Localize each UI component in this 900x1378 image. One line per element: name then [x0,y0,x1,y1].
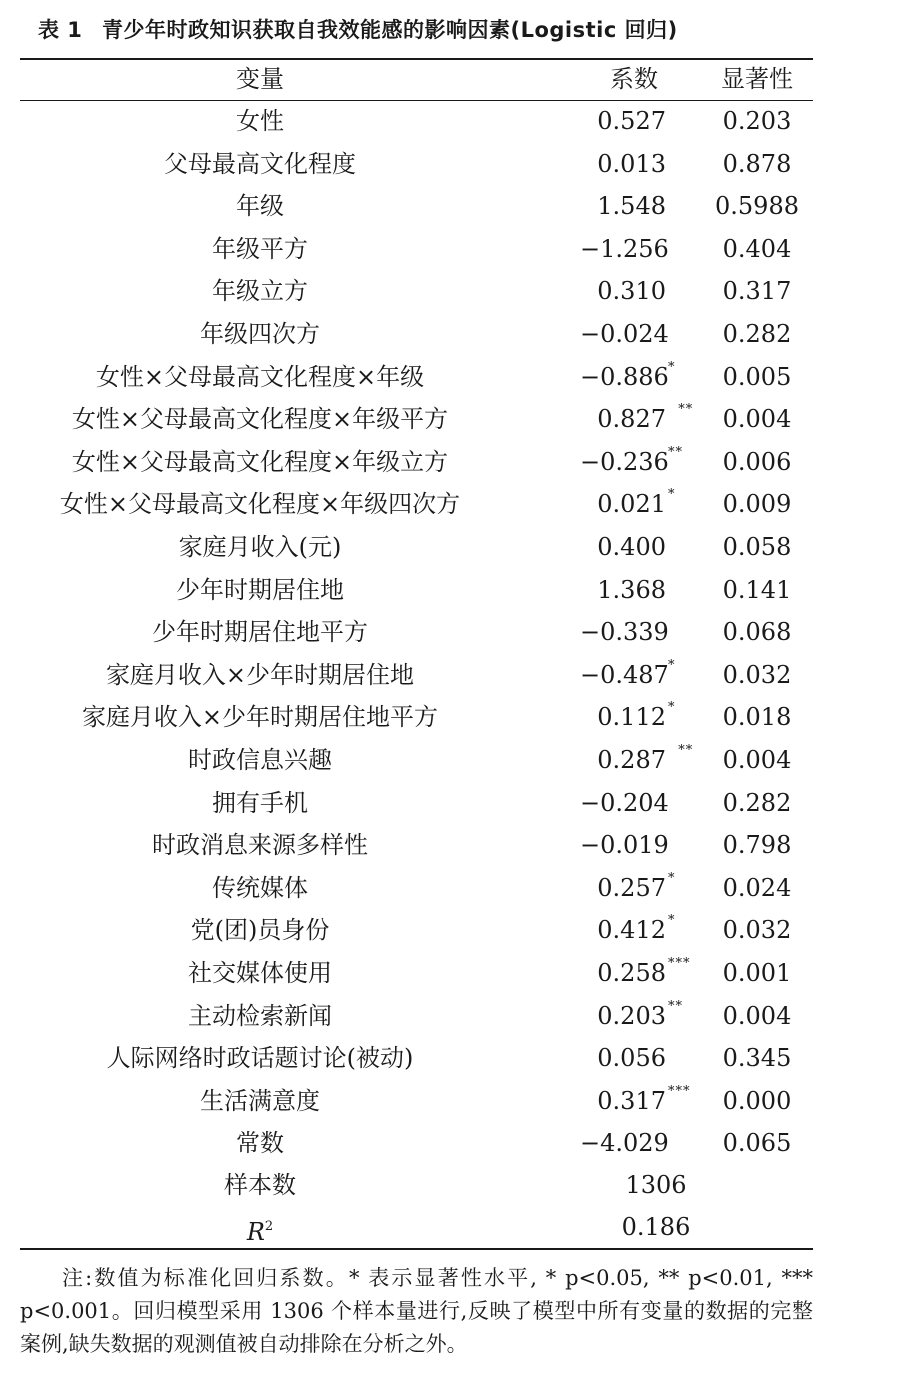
rsq-symbol: R [246,1218,265,1246]
variable-cell: 家庭月收入(元) [178,533,342,561]
sig-cell: 0.004 [722,405,792,434]
sample-row [0,1164,900,1206]
rsq-exponent: 2 [264,1219,274,1234]
significance-stars: ** [668,444,683,460]
variable-cell: 女性×父母最高文化程度×年级平方 [71,405,449,434]
header-sig: 显著性 [721,65,793,93]
variable-cell: 少年时期居住地 [176,575,344,604]
variable-cell: 传统媒体 [212,873,308,902]
sig-cell: 0.006 [722,447,792,476]
coef-cell: 0.310 [597,277,666,306]
rsq-label [20,1206,500,1253]
variable-cell: 家庭月收入×少年时期居住地 [105,660,415,689]
coef-cell: 0.112 [597,703,666,732]
table-row [0,270,900,312]
table-row [0,100,900,142]
coef-cell: 0.317 [597,1086,666,1115]
coef-cell: −0.886 [580,362,669,391]
coef-cell: 0.400 [597,533,666,561]
sig-cell: 0.024 [722,873,792,902]
significance-stars: ** [668,743,694,758]
significance-stars: * [668,913,676,929]
table-row [0,356,900,398]
coef-cell: 1.548 [597,192,666,221]
table-row [0,654,900,696]
sig-cell: 0.203 [722,107,792,135]
table-number: 表 1 [38,18,83,42]
table-row [0,952,900,994]
variable-cell: 年级 [236,192,284,221]
coef-cell: −4.029 [580,1129,669,1158]
coef-cell: 0.013 [597,149,666,178]
sig-cell: 0.282 [722,320,792,348]
significance-stars: *** [668,956,691,971]
sig-cell: 0.000 [722,1086,792,1115]
significance-stars: * [668,657,676,673]
table-row [0,1080,900,1122]
coef-cell: 0.258 [597,959,666,987]
coef-cell: 0.412 [597,916,666,945]
table-row [0,782,900,824]
coef-cell: 0.827 [597,405,666,434]
sig-cell: 0.5988 [715,192,799,221]
coef-cell: 0.527 [597,107,666,135]
variable-cell: 人际网络时政话题讨论(被动) [106,1044,414,1073]
variable-cell: 年级立方 [212,277,308,306]
table-row [0,909,900,951]
note-text: 注:数值为标准化回归系数。* 表示显著性水平, * p<0.05, ** p<0.01, *** p<0.001。回归模型采用 1306 个样本量进行,反映了模型中所有变量的数据的完整案例,缺失数据的观测值被自动排除在分析之外。 [20,1266,813,1356]
table-row [0,867,900,909]
sig-cell: 0.068 [722,618,792,647]
table-row [0,1122,900,1164]
coef-cell: −0.204 [580,788,669,817]
variable-cell: 主动检索新闻 [188,1001,332,1030]
header-variable: 变量 [236,65,284,93]
significance-stars: *** [668,1083,691,1099]
sig-cell: 0.065 [722,1129,792,1158]
variable-cell: 时政信息兴趣 [188,746,332,774]
variable-cell: 少年时期居住地平方 [152,618,368,647]
sig-cell: 0.141 [722,575,792,604]
table-row [0,143,900,185]
coef-cell: −0.024 [580,320,669,348]
sig-cell: 0.345 [722,1044,792,1073]
sig-cell: 0.005 [722,362,792,391]
sig-cell: 0.282 [722,788,792,817]
table-row [0,185,900,227]
significance-stars: ** [668,402,694,418]
sample-value: 1306 [625,1171,687,1199]
coef-cell: −0.236 [580,447,669,476]
table-caption [38,14,888,44]
coef-cell: −1.256 [580,234,669,263]
variable-cell: 社交媒体使用 [188,959,332,987]
sig-cell: 0.032 [722,916,792,945]
sig-cell: 0.058 [722,533,792,561]
coef-cell: 0.287 [597,746,666,774]
sig-cell: 0.009 [722,490,792,519]
table-row [0,739,900,781]
table-row [0,228,900,270]
table-row [0,1037,900,1079]
table-row [0,824,900,866]
sig-cell: 0.878 [722,149,792,178]
significance-stars: * [668,700,676,716]
coef-cell: 0.203 [597,1001,666,1030]
variable-cell: 年级平方 [212,234,308,263]
variable-cell: 年级四次方 [200,320,320,348]
sig-cell: 0.004 [722,746,792,774]
header-coef: 系数 [610,65,658,93]
table-row [0,526,900,568]
table-row [0,569,900,611]
variable-cell: 拥有手机 [212,788,308,817]
table-note [20,1262,813,1361]
coef-cell: −0.019 [580,831,669,860]
variable-cell: 家庭月收入×少年时期居住地平方 [81,703,439,732]
coef-cell: 0.257 [597,873,666,902]
significance-stars: * [668,487,676,503]
significance-stars: * [668,359,676,375]
sig-cell: 0.317 [722,277,792,306]
rsq-value: 0.186 [621,1213,691,1241]
sig-cell: 0.404 [722,234,792,263]
sig-cell: 0.018 [722,703,792,732]
table-title: 青少年时政知识获取自我效能感的影响因素(Logistic 回归) [102,18,678,42]
variable-cell: 生活满意度 [200,1086,320,1115]
bottom-rule [20,1248,813,1250]
sig-cell: 0.032 [722,660,792,689]
variable-cell: 女性×父母最高文化程度×年级立方 [71,447,449,476]
variable-cell: 党(团)员身份 [190,916,330,945]
table-row [0,696,900,738]
table-row [0,398,900,440]
variable-cell: 女性 [236,107,284,135]
variable-cell: 时政消息来源多样性 [152,831,368,860]
coef-cell: 0.021 [597,490,666,519]
sig-cell: 0.798 [722,831,792,860]
significance-stars: * [668,870,676,886]
table-row [0,995,900,1037]
variable-cell: 女性×父母最高文化程度×年级 [95,362,425,391]
variable-cell: 常数 [236,1129,284,1158]
coef-cell: 1.368 [597,575,666,604]
coef-cell: −0.339 [580,618,669,647]
table-row [0,611,900,653]
table-row [0,313,900,355]
variable-cell: 女性×父母最高文化程度×年级四次方 [59,490,461,519]
significance-stars: ** [668,998,683,1014]
table-row [0,483,900,525]
variable-cell: 父母最高文化程度 [164,149,356,178]
table-row [0,441,900,483]
coef-cell: 0.056 [597,1044,666,1073]
rsq-row [0,1206,900,1248]
sample-label: 样本数 [224,1171,296,1199]
coef-cell: −0.487 [580,660,669,689]
table-header-row [0,58,900,100]
sig-cell: 0.004 [722,1001,792,1030]
sig-cell: 0.001 [722,959,792,987]
